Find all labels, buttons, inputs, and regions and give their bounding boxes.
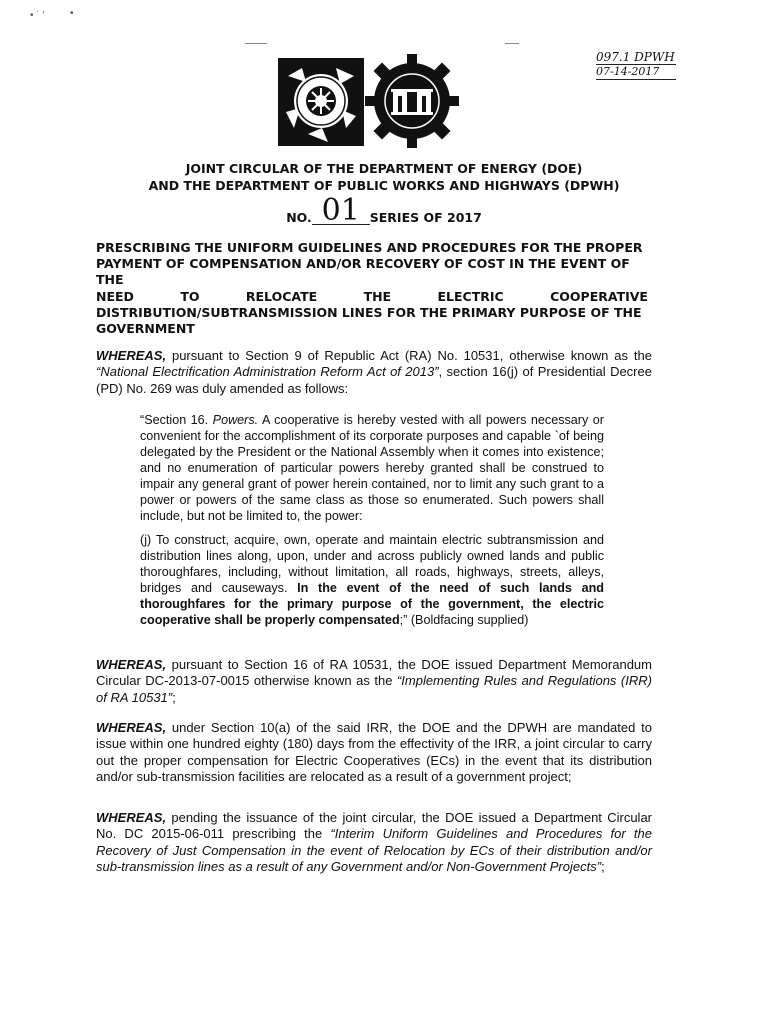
whereas-clause-2 xyxy=(96,657,652,706)
subject-word: NEED xyxy=(96,288,134,304)
circular-number xyxy=(200,193,568,228)
subject-line-justified xyxy=(96,289,648,305)
subject-word: THE xyxy=(363,288,392,304)
clause-text: ; xyxy=(601,858,605,874)
quote-text: “Section 16. xyxy=(140,413,213,427)
title-line-2: AND THE DEPARTMENT OF PUBLIC WORKS AND HIGHWAYS (DPWH) xyxy=(148,178,620,193)
whereas-clause-1 xyxy=(96,348,652,397)
quote-text: (j) To construct, acquire, own, operate and maintain electric subtransmission and distribution lines along, upon, under and across publicly owned lands and public thoroughfares, including, without limitation, all roads, highways, streets, alleys, bridges and causeways. xyxy=(140,533,604,595)
receiving-stamp xyxy=(596,50,676,80)
powers-heading: Powers. xyxy=(212,413,259,427)
clause-text: under Section 10(a) of the said IRR, the DOE and the DPWH are mandated to issue within one hundred eighty (180) days from the effectivity of the IRR, a joint circular to carry out the proper compensation for Electric Cooperatives (ECs) in the event that its distribution and/or sub-transmission facilities are relocated as a result of a government project; xyxy=(96,720,652,784)
scan-dash xyxy=(505,43,519,44)
clause-text: pursuant to Section 16 of RA 10531, the DOE issued Department Memorandum Circular DC-2013-07-0015 otherwise known as the xyxy=(96,657,652,689)
clause-text: pursuant to Section 9 of Republic Act (RA) No. 10531, otherwise known as the xyxy=(166,348,652,363)
subject-word: COOPERATIVE xyxy=(550,288,648,304)
quote-text: A cooperative is hereby vested with all powers necessary or convenient for the accomplishment of its corporate purposes and capable `of being delegated by the President or the National Assembly when it comes into existence; and no enumeration of particular powers hereby granted shall be construed to impair any general grant of power herein contained, nor to limit any such grant to a power or powers of the same class as those so enumerated. Such powers shall include, but not be limited to, the power: xyxy=(140,413,604,523)
subject-word: RELOCATE xyxy=(245,288,318,304)
stamp-date: 07-14-2017 xyxy=(596,65,676,80)
clause-text: Decree (PD) No. 269 was duly amended as follows: xyxy=(96,364,652,396)
circular-subject xyxy=(96,240,648,337)
quoted-provision xyxy=(140,412,604,524)
quote-text: ;” (Boldfacing supplied) xyxy=(399,613,529,627)
irr-title: “Implementing Rules and Regulations (IRR) of RA 10531” xyxy=(96,673,652,705)
clause-text: ; xyxy=(172,689,176,705)
whereas-lead: WHEREAS, xyxy=(96,810,167,825)
whereas-lead: WHEREAS, xyxy=(96,348,167,363)
series-label: SERIES OF 2017 xyxy=(369,210,482,225)
scan-speck: • ˙ ‘ xyxy=(30,10,45,21)
subject-line: PAYMENT OF COMPENSATION AND/OR RECOVERY OF COST IN THE EVENT OF THE xyxy=(96,256,630,288)
scan-speck: • xyxy=(70,8,74,19)
doe-seal-icon xyxy=(278,58,364,146)
whereas-clause-3 xyxy=(96,720,652,785)
number-value: 01 xyxy=(312,198,370,225)
title-line-1: JOINT CIRCULAR OF THE DEPARTMENT OF ENERGY (DOE) xyxy=(185,161,583,176)
guidelines-title: “Interim Uniform Guidelines and Procedures for the Recovery of Just Compensation in the event of Relocation by ECs of their distribution and/or sub-transmission lines as a result of any Government and/or Non-Government Projects” xyxy=(96,826,652,874)
subject-word: ELECTRIC xyxy=(437,288,504,304)
clause-text: , section 16(j) of Presidential xyxy=(438,364,606,380)
whereas-lead: WHEREAS, xyxy=(96,720,167,735)
clause-text: pending the issuance of the joint circular, the DOE issued a Department Circular No. DC 2015-06-011 prescribing the xyxy=(96,810,652,842)
scan-dash xyxy=(245,43,267,44)
whereas-clause-4 xyxy=(96,810,652,875)
quoted-subsection-j xyxy=(140,532,604,628)
agency-logos xyxy=(278,50,458,150)
emphasized-text: In the event of the need of such lands and thoroughfares for the primary purpose of the government, the electric cooperative shall be properly compensated xyxy=(140,581,604,627)
stamp-code: 097.1 DPWH xyxy=(596,50,675,64)
circular-title xyxy=(100,160,668,194)
whereas-lead: WHEREAS, xyxy=(96,657,167,672)
subject-line: PRESCRIBING THE UNIFORM GUIDELINES AND PROCEDURES FOR THE PROPER xyxy=(96,240,643,255)
number-label: NO. xyxy=(286,210,312,225)
subject-word: TO xyxy=(180,288,200,304)
subject-line: GOVERNMENT xyxy=(96,321,195,337)
act-title: “National Electrification Administration Reform Act of 2013” xyxy=(96,364,439,380)
subject-line: DISTRIBUTION/SUBTRANSMISSION LINES FOR THE PRIMARY PURPOSE OF THE xyxy=(96,304,642,320)
dpwh-seal-icon xyxy=(363,52,461,150)
